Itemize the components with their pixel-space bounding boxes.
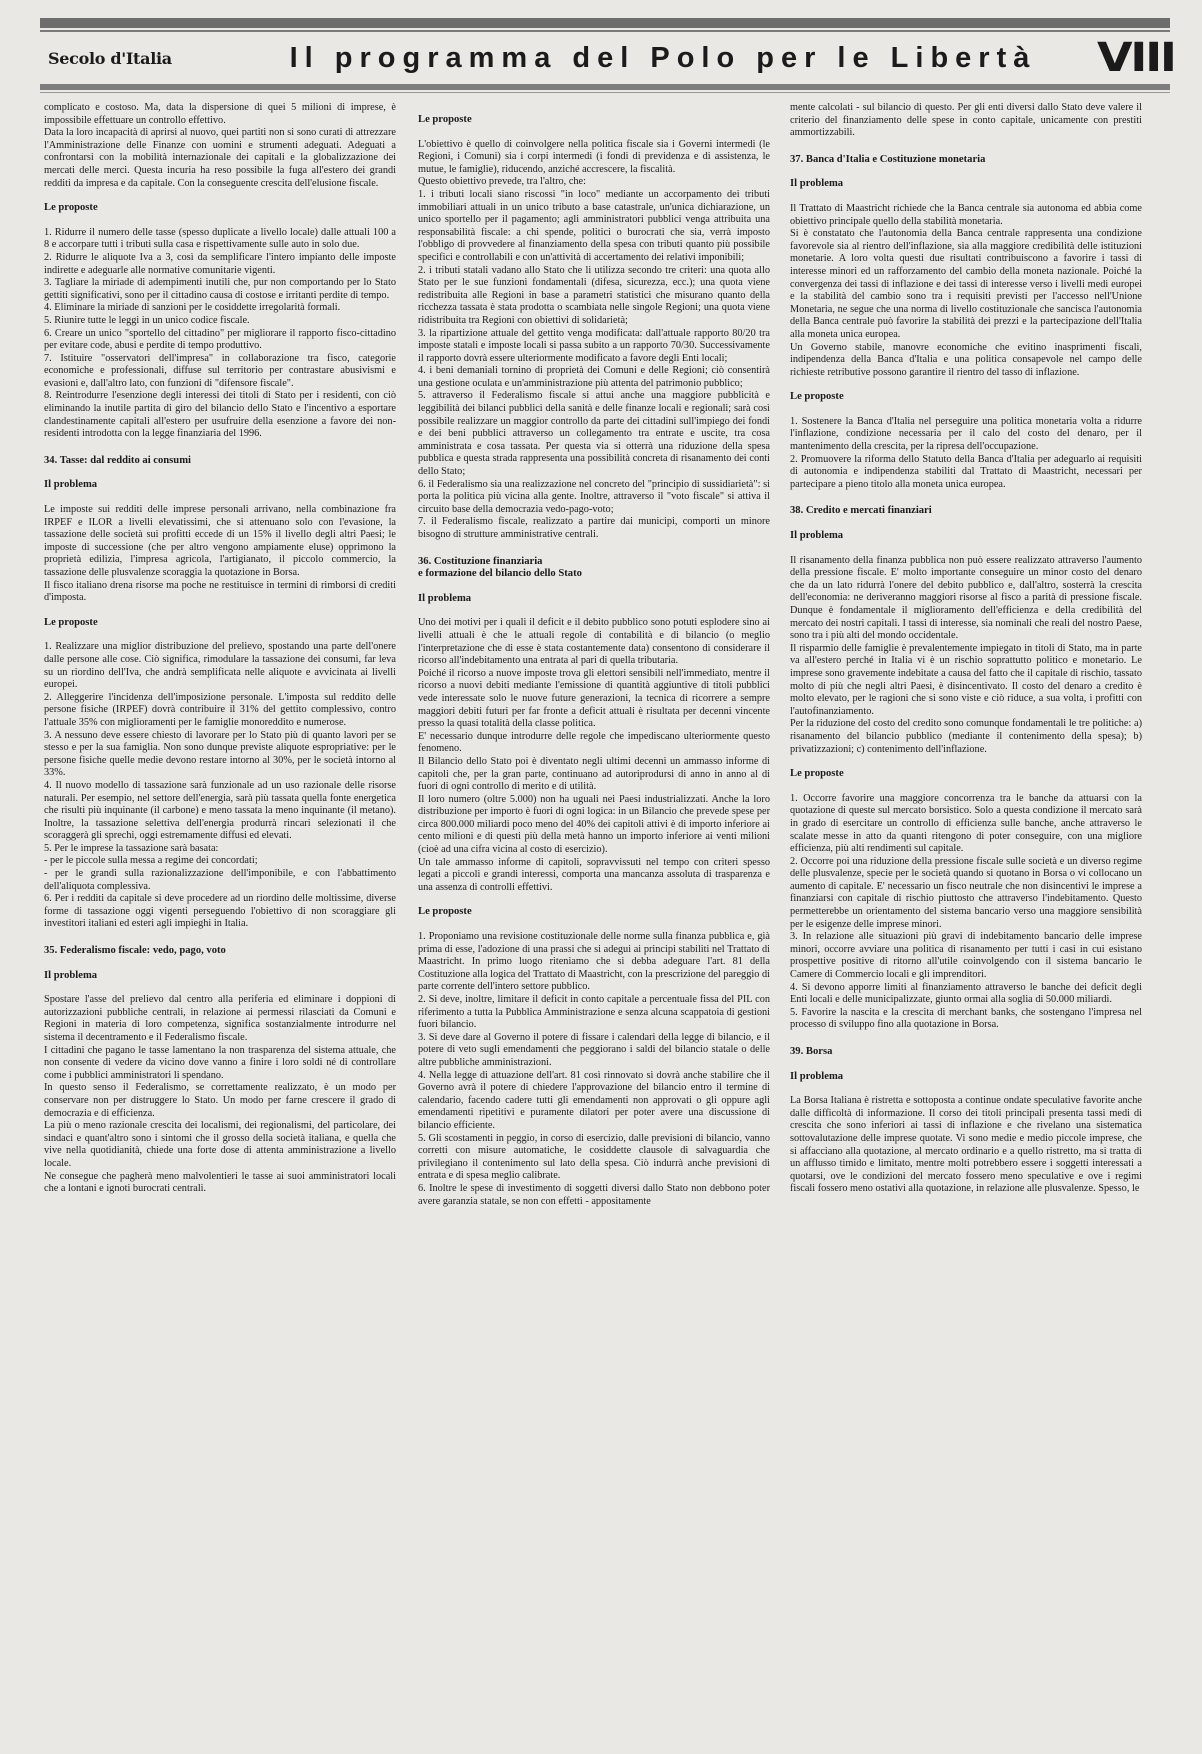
list-item: 1. Occorre favorire una maggiore concorrenza tra le banche da attuarsi con la quotazione di queste sul mercato borsistico. Solo a questa condizione il mercato sarà in grado di esercitare un controllo di efficienza sulle banche, anche attraverso le scalate messe in atto da quanti ritengono di poter conseguire, con una migliore efficienza, più alti rendimenti sul capitale.	[790, 792, 1142, 855]
list-item: 1. i tributi locali siano riscossi "in loco" mediante un accorpamento dei tributi immobiliari attuali in un unico tributo a base catastrale, un'unica dichiarazione, un unico sportello per il pagamento; agli amministratori pubblici venga attribuita una responsabilità fiscale: a chi spende, politici o burocrati che sia, verrà imposto l'obbligo di provvedere al finanziamento della spesa con tributi quanto più possibile specifici e controllabili e con un'attività di accertamento dei relativi imponibili;	[418, 188, 770, 263]
paragraph: Spostare l'asse del prelievo dal centro alla periferia ed eliminare i doppioni di autorizzazioni pubbliche centrali, in relazione ai permessi rilasciati da Comuni e Regioni in materia di loro competenza, significa sostanzialmente introdurre nel sistema il decentramento e il Federalismo fiscale.	[44, 994, 396, 1043]
subheading: Le proposte	[790, 391, 844, 403]
list-item: 3. Si deve dare al Governo il potere di fissare i calendari della legge di bilancio, e il potere di veto sugli emendamenti che peggiorano i saldi del bilancio statale o delle altre pubbliche amministrazioni.	[418, 1031, 770, 1068]
subheading: Il problema	[790, 530, 844, 542]
paragraph: Poiché il ricorso a nuove imposte trova gli elettori sensibili nell'immediato, mentre il ricorso a nuovi debiti mediante l'emissione di quantità aggiuntive di titoli pubblici vede interessate solo le nuove future generazioni, la tecnica di ricorrere a sempre maggiori debiti futuri per far fronte a deficit attuali è risultata per decenni vincente presso la quasi totalità della classe politica.	[418, 667, 770, 730]
paragraph: Il Bilancio dello Stato poi è diventato negli ultimi decenni un ammasso informe di capitoli che, per la gran parte, continuano ad autoriprodursi di anno in anno al di fuori di ogni controllo di merito e di utilità.	[418, 755, 770, 793]
paragraph: La più o meno razionale crescita dei localismi, dei regionalismi, del particolare, dei sindaci e quant'altro sono i sintomi che il grosso della società italiana, e quella che vive nella quotidianità, chiede una forte dose di attenta amministrazione a livello locale.	[44, 1120, 396, 1169]
paragraph: Data la loro incapacità di aprirsi al nuovo, quei partiti non si sono curati di attrezzare l'Amministrazione delle Finanze con uomini e strumenti adeguati. Adeguati a confrontarsi con la mobilità internazionale dei capitali e la globalizzazione dei mercati delle merci. Questa incuria ha reso possibile la fuga all'estero dei grandi redditi da impresa e da capitale. Con la conseguente crescita dell'elusione fiscale.	[44, 127, 396, 189]
section-heading: 37. Banca d'Italia e Costituzione monetaria	[790, 153, 986, 165]
list-item: 7. Istituire "osservatori dell'impresa" in collaborazione tra fisco, categorie economiche e professionali, diffuse sul territorio per contrastare abusivismi e evasioni e, dall'altro lato, con funzioni di "difensore fiscale".	[44, 352, 396, 389]
list-item: 5. attraverso il Federalismo fiscale si attui anche una maggiore pubblicità e leggibilità dei bilanci pubblici della sanità e delle finanze locali e regionali; sarà così possibile realizzare un maggior controllo da parte dei cittadini sull'impiego dei fondi e dei beni pubblici attraverso un collegamento tra entrate e uscite, tra cosa amministrata e cosa tassata. Per questa via si otterrà una riduzione della spesa pubblica e questa strada rappresenta una possibilità concreta di risanamento dei conti dello Stato;	[418, 390, 770, 478]
list-item: 5. Gli scostamenti in peggio, in corso di esercizio, dalle previsioni di bilancio, vanno corretti con misure automatiche, le cosiddette clausole di salvaguardia che privilegiano il contenimento sul lato della spesa. Ciò indurrà anche previsioni di entrata e di spesa meglio calibrate.	[418, 1132, 770, 1182]
paragraph: L'obiettivo è quello di coinvolgere nella politica fiscale sia i Governi intermedi (le Regioni, i Comuni) sia i corpi intermedi (i fondi di previdenza e di assistenza, le mutue, le famiglie), riducendo, anziché accrescere, la fiscalità.	[418, 138, 770, 175]
list-item: 2. i tributi statali vadano allo Stato che li utilizza secondo tre criteri: una quota allo Stato per le sue funzioni fondamentali (difesa, sicurezza, ecc.); una quota viene redistribuita alle Regioni in base a parametri statistici che misurano quanto della ricchezza tassata è stata prodotta o scambiata nelle singole Regioni; una quota viene ridistribuita tra Regioni con obiettivi di solidarietà;	[418, 264, 770, 326]
paragraph: Si è constatato che l'autonomia della Banca centrale rappresenta una condizione favorevole sia al rientro dell'inflazione, sia alla maggiore credibilità delle istituzioni monetarie. A loro volta questi due risultati contribuiscono a favorire i tassi di interesse minori ed un rafforzamento del cambio della moneta nazionale. Poiché la convergenza dei tassi di inflazione e dei tassi di interesse verso i livelli medi europei e la stabilità del cambio sono tra i requisiti previsti per l'accesso nell'Unione Monetaria, ne segue che una norma di livello costituzionale che sancisca l'autonomia della Banca centrale può favorire la stabilità dei prezzi e la partecipazione dell'Italia alla moneta unica europea.	[790, 228, 1142, 340]
section-heading-line-1: 36. Costituzione finanziaria	[418, 555, 543, 567]
subheading: Le proposte	[44, 616, 98, 628]
list-item: 3. la ripartizione attuale del gettito venga modificata: dall'attuale rapporto 80/20 tra imposte statali e imposte locali si passa subito a un rapporto 70/30. Successivamente il rapporto dovrà essere ulteriormente modificato a favore degli Enti locali;	[418, 327, 770, 364]
paragraph: complicato e costoso. Ma, data la dispersione di quei 5 milioni di imprese, è impossibile effettuare un controllo effettivo.	[44, 102, 396, 126]
column-1	[44, 102, 396, 1702]
paragraph: Questo obiettivo prevede, tra l'altro, che:	[418, 176, 586, 188]
list-item: 1. Ridurre il numero delle tasse (spesso duplicate a livello locale) dalle attuali 100 a 8 e accorpare tutti i tributi sulla casa e rispettivamente sulle auto in solo due.	[44, 226, 396, 251]
list-item: 3. A nessuno deve essere chiesto di lavorare per lo Stato più di quanto lavori per se stesso e per la sua famiglia. Non sono dunque previste aliquote espropriative: per le persone fisiche quelle medie devono restare intorno al 30%, per le società intorno al 33%.	[44, 729, 396, 779]
subheading: Le proposte	[790, 768, 844, 780]
paragraph: mente calcolati - sul bilancio di questo. Per gli enti diversi dallo Stato deve valere il criterio del finanziamento delle spese in conto capitale, unicamente con prestiti ammortizzabili.	[790, 102, 1142, 139]
header-rule	[40, 84, 1170, 90]
paragraph: Ne consegue che pagherà meno malvolentieri le tasse ai suoi amministratori locali che a lontani e ignoti burocrati centrali.	[44, 1170, 396, 1195]
list-item: 2. Alleggerire l'incidenza dell'imposizione personale. L'imposta sul reddito delle persone fisiche (IRPEF) dovrà contribuire il 31% del gettito complessivo, contro l'attuale 35% con miglioramenti per le famiglie monoreddito e numerose.	[44, 691, 396, 728]
list-item: 6. Creare un unico "sportello del cittadino" per migliorare il rapporto fisco-cittadino per evitare code, abusi e perdite di tempo produttivo.	[44, 327, 396, 352]
masthead: Secolo d'Italia	[48, 48, 172, 68]
section-heading: 35. Federalismo fiscale: vedo, pago, voto	[44, 945, 226, 957]
paragraph: E' necessario dunque introdurre delle regole che impediscano ulteriormente questo fenomeno.	[418, 730, 770, 755]
paragraph: Un tale ammasso informe di capitoli, sopravvissuti nel tempo con criteri spesso legati a piccoli e grandi interessi, comporta una mancanza assoluta di trasparenza e una assenza di controlli effettivi.	[418, 856, 770, 893]
section-heading: 34. Tasse: dal reddito ai consumi	[44, 454, 191, 466]
list-item: 6. Inoltre le spese di investimento di soggetti diversi dallo Stato non debbono poter avere garanzia statale, se non con effetti - appositamente	[418, 1182, 770, 1207]
list-item: 3. Tagliare la miriade di adempimenti inutili che, pur non comportando per lo Stato gettiti significativi, sono per il cittadino causa di costose e irritanti perdite di tempo.	[44, 277, 396, 301]
paragraph: Il risparmio delle famiglie è prevalentemente impiegato in titoli di Stato, ma in parte va all'estero perché in Italia vi è un rischio soprattutto politico e monetario. Le imprese sono gravemente indebitate a causa del fatto che il capitale di rischio, tassato molto di più che negli altri Paesi, è disincentivato. Il costo del denaro a credito è molto elevato, per le ragioni che si sono viste e ciò riduce, a sua volta, i profitti con l'autofinanziamento.	[790, 642, 1142, 717]
list-item: 5. Riunire tutte le leggi in un unico codice fiscale.	[44, 314, 250, 326]
section-heading: 39. Borsa	[790, 1046, 833, 1057]
paragraph: Il Trattato di Maastricht richiede che la Banca centrale sia autonoma ed abbia come obiettivo principale quello della stabilità monetaria.	[790, 202, 1142, 227]
paragraph: Uno dei motivi per i quali il deficit e il debito pubblico sono potuti esplodere sino ai livelli attuali è che le attuali regole di contabilità e di bilancio (o meglio l'interpretazione che di esse è stata costantemente data) consentono di considerare il ricorso all'indebitamento una entrata al pari di quella tributaria.	[418, 617, 770, 667]
list-item: 8. Reintrodurre l'esenzione degli interessi dei titoli di Stato per i residenti, con ciò eliminando la inutile partita di giro del bilancio dello Stato e l'incentivo a esportare clandestinamente capitali all'estero per usufruire della esenzione a favore dei non-residenti introdotta con la legge finanziaria del 1996.	[44, 390, 396, 440]
paragraph: Il risanamento della finanza pubblica non può essere realizzato attraverso l'aumento della pressione fiscale. E' molto importante conseguire un minor costo del denaro che da un lato ridurrà l'onere del debito pubblico e, dall'altro, sosterrà la crescita dell'economia: ne deriveranno maggiori risorse al fisco a parità di pressione fiscale. Dunque è fondamentale il miglioramento dell'efficienza e della credibilità del mercato dei nostri capitali. I tassi di interesse, sia nominali che reali del nostro Paese, sono tra i più alti del mondo occidentale.	[790, 554, 1142, 642]
list-item: 2. Ridurre le aliquote Iva a 3, così da semplificare l'intero impianto delle imposte indirette e adeguarle alle normative comunitarie vigenti.	[44, 251, 396, 276]
page-header	[48, 35, 1175, 81]
section-heading	[418, 556, 770, 581]
list-item: 3. In relazione alle situazioni più gravi di indebitamento bancario delle imprese minori, occorre avviare una politica di risanamento per tutti i casi in cui esistano prospettive positive di ritorno all'utile coinvolgendo con il sistema bancario le Camere di Commercio locali e gli imprenditori.	[790, 931, 1142, 981]
subheading: Il problema	[790, 178, 844, 190]
list-item: 4. Il nuovo modello di tassazione sarà funzionale ad un uso razionale delle risorse naturali. Per esempio, nel settore dell'energia, sarà più tassata quella fonte energetica che risulti più inquinante (il carbone) e meno tassata la meno inquinante (il metano). Inoltre, la tassazione selettiva dell'energia produrrà rincari selezionati il che scoraggerà gli sprechi, oggi estremamente diffusi ed elevati.	[44, 779, 396, 842]
list-item: 2. Promuovere la riforma dello Statuto della Banca d'Italia per adeguarlo ai requisiti di autonomia e indipendenza stabiliti dal Trattato di Maastricht, necessari per partecipare a pieno titolo alla moneta unica europea.	[790, 453, 1142, 490]
list-item: 4. i beni demaniali tornino di proprietà dei Comuni e delle Regioni; ciò consentirà una gestione oculata e un'amministrazione più attenta del patrimonio pubblico;	[418, 365, 770, 389]
subheading: Le proposte	[44, 202, 98, 214]
list-item: 4. Nella legge di attuazione dell'art. 81 così rinnovato si dovrà anche stabilire che il Governo avrà il potere di chiedere l'approvazione del bilancio entro il termine di calendario, facendo cadere tutti gli emendamenti non approvati o gli oppure agli emendamenti ripetitivi e puramente dilatori per poter avere una discussione di bilancio efficiente.	[418, 1069, 770, 1131]
list-item: 6. Per i redditi da capitale si deve procedere ad un riordino delle moltissime, diverse forme di tassazione oggi vigenti perseguendo l'obiettivo di non scoraggiare gli investitori italiani ed esteri agli impieghi in Italia.	[44, 893, 396, 930]
section-heading-line-2: e formazione del bilancio dello Stato	[418, 568, 582, 580]
header-rule-thin	[40, 92, 1170, 93]
list-item: 4. Si devono apporre limiti al finanziamento attraverso le banche dei deficit degli Enti locali e delle municipalizzate, giunto ormai alla soglia di 50.000 miliardi.	[790, 981, 1142, 1006]
paragraph: I cittadini che pagano le tasse lamentano la non trasparenza del sistema attuale, che non consente di vedere da vicino dove vanno a finire i loro soldi né di controllare come i pubblici amministratori li spendano.	[44, 1044, 396, 1081]
paragraph: In questo senso il Federalismo, se correttamente realizzato, è un modo per conservare non per distruggere lo Stato. Un modo per farne crescere il grado di democrazia e di efficienza.	[44, 1082, 396, 1119]
paragraph: La Borsa Italiana è ristretta e sottoposta a continue ondate speculative favorite anche dalle difficoltà di informazione. Il corso dei titoli principali presenta tassi medi di crescita che sono inferiori ai tassi di inflazione e che rivelano una sistematica sottovalutazione delle imprese quotate. Vi sono medie e medio piccole imprese, che si affacciano alla quotazione, al mercato ordinario e a quello ristretto, ma si tratta di un afflusso timido e limitato, mentre molti potrebbero essere i soggetti interessati a quotarsi, ove le condizioni del mercato fossero meno speculative e ove i regimi fiscali fossero meno ostativi alla quotazione, in relazione alle plusvalenze. Spesso, le	[790, 1095, 1142, 1195]
subheading: Le proposte	[418, 114, 472, 125]
paragraph: Il fisco italiano drena risorse ma poche ne restituisce in termini di rimborsi di crediti d'imposta.	[44, 579, 396, 604]
list-item: 4. Eliminare la miriade di sanzioni per le cosiddette irregolarità formali.	[44, 302, 341, 314]
subheading: Il problema	[790, 1070, 844, 1082]
section-heading: 38. Credito e mercati finanziari	[790, 505, 932, 517]
column-3	[790, 102, 1142, 1702]
top-rule-thin	[40, 30, 1170, 32]
subheading: Il problema	[44, 479, 98, 491]
column-2	[418, 102, 770, 1702]
paragraph: Un Governo stabile, manovre economiche che evitino inasprimenti fiscali, indipendenza della Banca d'Italia e una politica consapevole nel campo delle richieste retributive possono garantire il rientro del tasso di inflazione.	[790, 341, 1142, 378]
subheading: Il problema	[418, 592, 472, 604]
section-number: VIII	[1096, 35, 1175, 81]
list-item: 7. il Federalismo fiscale, realizzato a partire dai municipi, comporti un minore bisogno di strutture amministrative centrali.	[418, 516, 770, 540]
top-rule	[40, 18, 1170, 28]
paragraph: Le imposte sui redditi delle imprese personali arrivano, nella combinazione fra IRPEF e ILOR a livelli elevatissimi, che si attenuano solo con l'evasione, la tassazione delle società sui profitti eccede di un 15% il livello degli altri Paesi; le imposte di successione (che per altro vengono ampiamente eluse) opprimono la proprietà edilizia, l'impresa agricola, l'artigianato, il piccolo commercio, la tassazione delle plusvalenze scoraggia la quotazione in Borsa.	[44, 504, 396, 578]
list-item: 6. il Federalismo sia una realizzazione nel concreto del "principio di sussidiarietà": si porta la politica più vicina alla gente. Inoltre, attraverso il "voto fiscale" si attiva il circuito base della democrazia vedo-pago-voto;	[418, 478, 770, 515]
list-item: 2. Si deve, inoltre, limitare il deficit in conto capitale a percentuale fissa del PIL con riferimento a tutta la Pubblica Amministrazione e senza alcuna scappatoia di gestioni fuori bilancio.	[418, 994, 770, 1031]
list-item: 5. Favorire la nascita e la crescita di merchant banks, che sostengano l'impresa nel processo di sviluppo fino alla quotazione in Borsa.	[790, 1006, 1142, 1031]
paragraph: Per la riduzione del costo del credito sono comunque fondamentali le tre politiche: a) risanamento del bilancio pubblico (mediante il contenimento della spesa); b) privatizzazioni; c) contenimento dell'inflazione.	[790, 718, 1142, 755]
list-item: - per le grandi sulla razionalizzazione dell'imponibile, e con l'abbattimento dell'aliquota complessiva.	[44, 868, 396, 892]
subheading: Il problema	[44, 969, 98, 981]
list-item: 5. Per le imprese la tassazione sarà basata:	[44, 842, 219, 854]
page-title: Il programma del Polo per le Libertà	[289, 41, 1037, 74]
list-item: - per le piccole sulla messa a regime dei concordati;	[44, 855, 258, 867]
subheading: Le proposte	[418, 906, 472, 918]
list-item: 1. Proponiamo una revisione costituzionale delle norme sulla finanza pubblica e, già prima di esse, l'adozione di una prassi che si adegui ai principi stabiliti nel Trattato di Maastricht. In primo luogo riteniamo che si debba adeguare l'art. 81 della Costituzione alla logica del Trattato di Maastricht, con la prescrizione del pareggio di parte corrente dell'intero settore pubblico.	[418, 931, 770, 993]
list-item: 1. Sostenere la Banca d'Italia nel perseguire una politica monetaria volta a ridurre l'inflazione, condizione necessaria per il calo del costo del denaro, per il mantenimento della crescita, per la ripresa dell'occupazione.	[790, 415, 1142, 453]
list-item: 2. Occorre poi una riduzione della pressione fiscale sulle società e un diverso regime delle plusvalenze, specie per le società quando si quotano in Borsa o vi collocano un aumento di capitale. E' necessario un fisco neutrale che non disincentivi le imprese a finanziarsi con capitale di rischio piuttosto che attraverso l'indebitamento. Questo permetterebbe un orientamento del sistema bancario verso una maggiore sensibilità per le esigenze delle imprese minori.	[790, 855, 1142, 930]
paragraph: Il loro numero (oltre 5.000) non ha uguali nei Paesi industrializzati. Anche la loro distribuzione per importo è fuori di ogni logica: in un Bilancio che prevede spese per circa 800.000 miliardi poco meno del 40% dei capitoli attivi è di importo inferiore ai cento milioni e di questi più della metà hanno un importo inferiore ai venti milioni (cioè ad una cifra vicina al costo di esercizio).	[418, 793, 770, 856]
list-item: 1. Realizzare una miglior distribuzione del prelievo, spostando una parte dell'onere dalle persone alle cose. Ciò significa, rimodulare la tassazione dei consumi, far leva su un riordino dell'Iva, che andrà semplificata nelle aliquote e avvicinata ai livelli europei.	[44, 641, 396, 691]
